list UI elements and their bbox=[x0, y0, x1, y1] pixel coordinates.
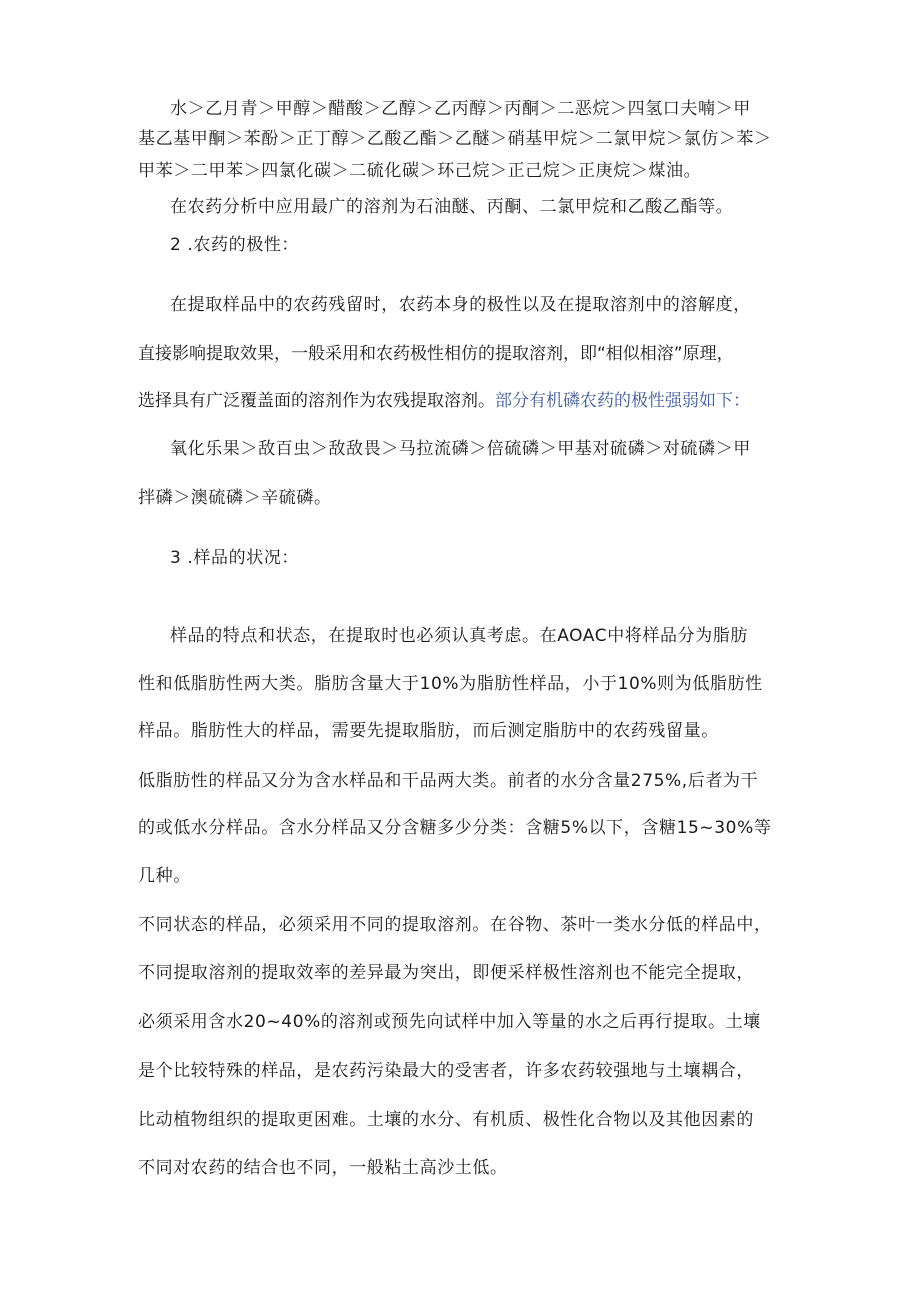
section-3-paragraph-2-line-1: 低脂肪性的样品又分为含水样品和干品两大类。前者的水分含量275%,后者为干 bbox=[138, 771, 759, 791]
section-3-paragraph-3-line-4: 是个比较特殊的样品，是农药污染最大的受害者，许多农药较强地与土壤耦合， bbox=[138, 1061, 754, 1081]
section-3-paragraph-1-line-3: 样品。脂肪性大的样品，需要先提取脂肪，而后测定脂肪中的农药残留量。 bbox=[138, 721, 719, 741]
highlighted-text: 部分有机磷农药的极性强弱如下： bbox=[495, 391, 750, 411]
section-3-paragraph-1-line-1: 样品的特点和状态，在提取时也必须认真考虑。在AOAC中将样品分为脂肪 bbox=[170, 626, 749, 646]
solvent-order-line-3: 甲苯＞二甲苯＞四氯化碳＞二硫化碳＞环己烷＞正己烷＞正庚烷＞煤油。 bbox=[138, 161, 702, 181]
polarity-order-line-2: 拌磷＞澳硫磷＞辛硫磷。 bbox=[138, 488, 332, 508]
section-3-heading: 3 .样品的状况： bbox=[170, 548, 300, 568]
section-3-paragraph-2-line-3: 几种。 bbox=[138, 866, 191, 886]
section-2-heading: 2 .农药的极性： bbox=[170, 235, 300, 255]
section-3-paragraph-3-line-2: 不同提取溶剂的提取效率的差异最为突出，即便采样极性溶剂也不能完全提取， bbox=[138, 963, 754, 983]
section-3-paragraph-3-line-3: 必须采用含水20~40%的溶剂或预先向试样中加入等量的水之后再行提取。土壤 bbox=[138, 1012, 761, 1032]
paragraph-text: 选择具有广泛覆盖面的溶剂作为农残提取溶剂。 bbox=[138, 391, 495, 411]
section-3-paragraph-3-line-5: 比动植物组织的提取更困难。土壤的水分、有机质、极性化合物以及其他因素的 bbox=[138, 1110, 754, 1130]
section-3-paragraph-3-line-6: 不同对农药的结合也不同，一般粘土高沙土低。 bbox=[138, 1158, 508, 1178]
section-3-paragraph-2-line-2: 的或低水分样品。含水分样品又分含糖多少分类：含糖5%以下，含糖15~30%等 bbox=[138, 818, 772, 838]
solvent-order-line-2: 基乙基甲酮＞苯酚＞正丁醇＞乙酸乙酯＞乙醚＞硝基甲烷＞二氯甲烷＞氯仿＞苯＞ bbox=[138, 129, 772, 149]
section-2-paragraph-line-1: 在提取样品中的农药残留时，农药本身的极性以及在提取溶剂中的溶解度， bbox=[170, 295, 751, 315]
polarity-order-line-1: 氧化乐果＞敌百虫＞敌敌畏＞马拉流磷＞倍硫磷＞甲基对硫磷＞对硫磷＞甲 bbox=[170, 439, 751, 459]
section-2-paragraph-line-2: 直接影响提取效果，一般采用和农药极性相仿的提取溶剂，即“相似相溶”原理， bbox=[138, 344, 734, 364]
section-3-paragraph-1-line-2: 性和低脂肪性两大类。脂肪含量大于10%为脂肪性样品，小于10%则为低脂肪性 bbox=[138, 674, 763, 694]
section-2-paragraph-line-3 bbox=[138, 390, 750, 412]
common-solvents-text: 在农药分析中应用最广的溶剂为石油醚、丙酮、二氯甲烷和乙酸乙酯等。 bbox=[170, 197, 734, 217]
solvent-order-line-1: 水＞乙月青＞甲醇＞醋酸＞乙醇＞乙丙醇＞丙酮＞二恶烷＞四氢口夫喃＞甲 bbox=[170, 99, 751, 119]
section-3-paragraph-3-line-1: 不同状态的样品，必须采用不同的提取溶剂。在谷物、茶叶一类水分低的样品中， bbox=[138, 915, 772, 935]
